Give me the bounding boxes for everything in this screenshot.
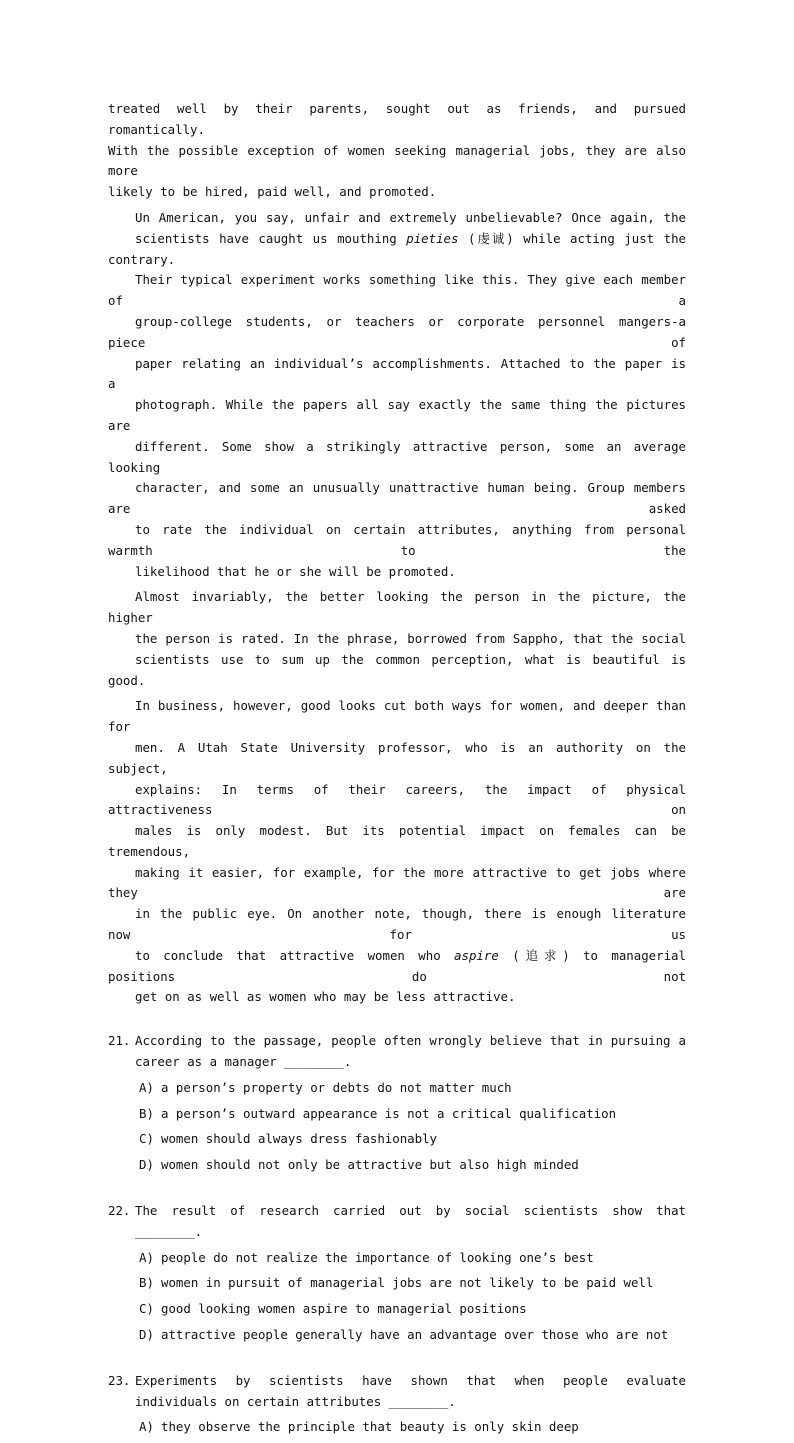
option-text: a person’s property or debts do not matter much — [161, 1079, 512, 1095]
option-letter: C) — [139, 1301, 154, 1317]
text-line — [108, 229, 686, 271]
text-fragment: (虔诚) while acting just the contrary. — [108, 230, 686, 267]
question-number: 22. — [108, 1203, 131, 1219]
option-b[interactable] — [139, 1104, 686, 1125]
text-line: the person is rated. In the phrase, borrowed from Sappho, that the social — [135, 630, 686, 646]
option-a[interactable] — [139, 1417, 686, 1438]
option-text: a person’s outward appearance is not a critical qualification — [161, 1105, 617, 1121]
option-b[interactable] — [139, 1273, 686, 1294]
question-text: According to the passage, people often wrongly believe that in pursuing a career as a manager ________. — [135, 1033, 686, 1070]
text-line: making it easier, for example, for the more attractive to get jobs where they are — [108, 864, 686, 901]
option-d[interactable] — [139, 1325, 686, 1346]
text-line: men. A Utah State University professor, who is an authority on the subject, — [108, 739, 686, 776]
question-number: 23. — [108, 1372, 131, 1388]
text-line: With the possible exception of women seeking managerial jobs, they are also more — [108, 142, 686, 179]
text-line: Un American, you say, unfair and extremely unbelievable? Once again, the — [135, 209, 686, 225]
passage-paragraph-2 — [108, 208, 686, 582]
question-23 — [108, 1371, 686, 1438]
text-line: group-college students, or teachers or corporate personnel mangers-a piece of — [108, 313, 686, 350]
text-fragment: (追求) to managerial positions do not — [108, 947, 686, 984]
text-line: get on as well as women who may be less attractive. — [135, 989, 516, 1005]
question-text: Experiments by scientists have shown that when people evaluate individuals on certain attributes ________. — [135, 1372, 686, 1409]
text-line: likelihood that he or she will be promoted. — [135, 563, 456, 579]
text-line: males is only modest. But its potential impact on females can be tremendous, — [108, 823, 686, 859]
question-22 — [108, 1201, 686, 1346]
text-line: explains: In terms of their careers, the impact of physical attractiveness on — [108, 781, 686, 818]
question-number: 21. — [108, 1033, 131, 1049]
option-letter: A) — [139, 1249, 154, 1265]
option-letter: A) — [139, 1079, 154, 1095]
text-line: In business, however, good looks cut both ways for women, and deeper than for — [108, 698, 686, 735]
text-line: treated well by their parents, sought out as friends, and pursued romantically. — [108, 101, 686, 137]
option-d[interactable] — [139, 1155, 686, 1176]
text-line: scientists use to sum up the common perception, what is beautiful is good. — [108, 651, 686, 688]
question-stem — [108, 1031, 686, 1073]
passage-paragraph-4 — [108, 696, 686, 1008]
option-letter: A) — [139, 1419, 154, 1435]
option-letter: C) — [139, 1131, 154, 1147]
option-c[interactable] — [139, 1129, 686, 1150]
option-text: people do not realize the importance of looking one’s best — [161, 1249, 594, 1265]
option-list — [139, 1417, 686, 1438]
text-line — [108, 946, 686, 988]
option-list — [139, 1248, 686, 1346]
option-text: attractive people generally have an advantage over those who are not — [161, 1327, 669, 1343]
text-line: paper relating an individual’s accomplishments. Attached to the paper is a — [108, 355, 686, 392]
option-text: women should always dress fashionably — [161, 1131, 438, 1147]
passage-paragraph-3 — [108, 587, 686, 691]
question-stem — [108, 1201, 686, 1243]
italic-term: pieties — [406, 230, 459, 246]
option-letter: D) — [139, 1327, 154, 1343]
passage-paragraph-1 — [108, 99, 686, 203]
option-text: women should not only be attractive but also high minded — [161, 1157, 579, 1173]
option-text: good looking women aspire to managerial positions — [161, 1301, 527, 1317]
text-line: Their typical experiment works something like this. They give each member of a — [108, 272, 686, 309]
text-line: in the public eye. On another note, though, there is enough literature now for us — [108, 906, 686, 943]
question-stem — [108, 1371, 686, 1413]
text-line: Almost invariably, the better looking the person in the picture, the higher — [108, 589, 686, 626]
option-letter: B) — [139, 1275, 154, 1291]
option-list — [139, 1078, 686, 1176]
option-c[interactable] — [139, 1299, 686, 1320]
text-fragment: to conclude that attractive women who — [135, 947, 455, 963]
option-text: they observe the principle that beauty is only skin deep — [161, 1419, 579, 1435]
text-line: to rate the individual on certain attributes, anything from personal warmth to the — [108, 521, 686, 558]
option-a[interactable] — [139, 1248, 686, 1269]
text-fragment: scientists have caught us mouthing — [135, 230, 407, 246]
text-line: character, and some an unusually unattractive human being. Group members are asked — [108, 480, 686, 517]
question-21 — [108, 1031, 686, 1176]
text-line: likely to be hired, paid well, and promoted. — [108, 184, 437, 200]
italic-term: aspire — [454, 947, 499, 963]
text-line: photograph. While the papers all say exactly the same thing the pictures are — [108, 397, 686, 433]
option-letter: B) — [139, 1105, 154, 1121]
document-page — [108, 99, 686, 1443]
option-a[interactable] — [139, 1078, 686, 1099]
option-letter: D) — [139, 1157, 154, 1173]
question-text: The result of research carried out by social scientists show that ________. — [135, 1203, 686, 1239]
option-text: women in pursuit of managerial jobs are not likely to be paid well — [161, 1275, 654, 1291]
text-line: different. Some show a strikingly attractive person, some an average looking — [108, 438, 686, 475]
